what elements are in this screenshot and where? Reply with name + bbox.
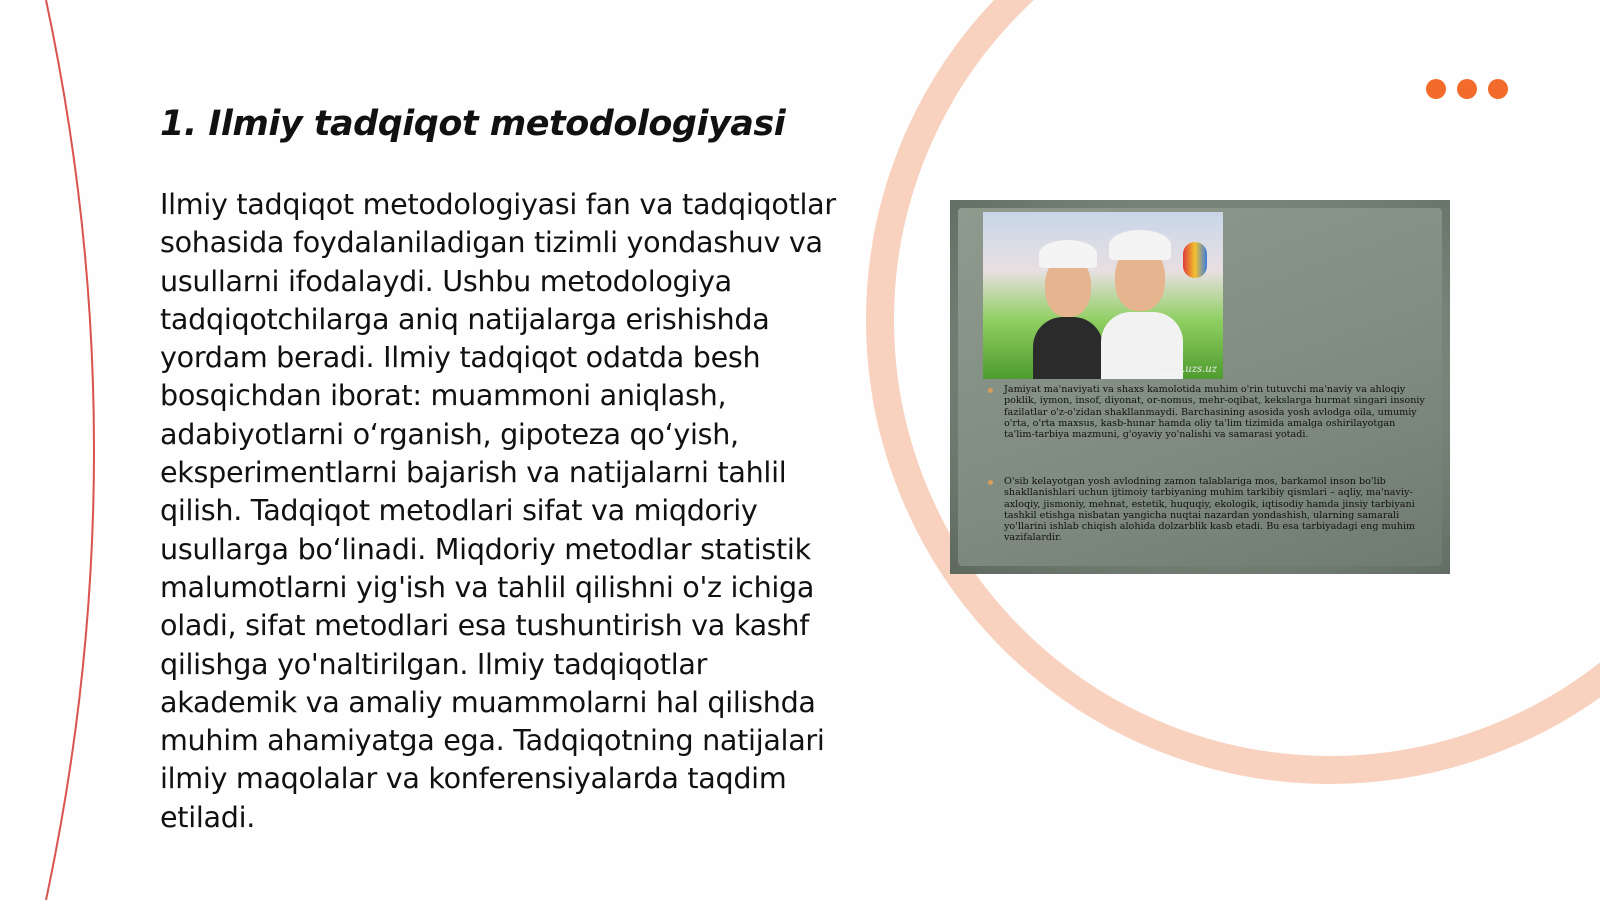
accent-dot xyxy=(1457,79,1477,99)
bullet-icon xyxy=(988,388,993,393)
dots-menu xyxy=(1426,79,1508,99)
slide-title: 1. Ilmiy tadqiqot metodologiyasi xyxy=(160,104,786,144)
embedded-paragraph-1: Jamiyat ma'naviyati va shaxs kamolotida muhim o'rin tutuvchi ma'naviy va ahloqiy poklik, iymon, insof, diyonat, or-nomus, mehr-oqibat, kekslarga hurmat singari insoniy fazilatlar o'z-o'zidan shakllanmaydi. Barchasining asosida yosh avlodga oila, umumiy o'rta, o'rta maxsus, kasb-hunar hamda oliy ta'lim tizimida amalga oshirilayotgan ta'lim-tarbiya mazmuni, g'oyaviy yo'nalishi va samarasi yotadi. xyxy=(1004,384,1425,441)
bullet-icon xyxy=(988,480,993,485)
embedded-slide-frame xyxy=(958,208,1442,566)
embedded-paragraph-2: O'sib kelayotgan yosh avlodning zamon talablariga mos, barkamol inson bo'lib shakllanishlari uchun ijtimoiy tarbiyaning muhim tarkibiy qismlari – aqliy, ma'naviy-axloqiy, jismoniy, mehnat, estetik, huquqiy, ekologik, iqtisodiy hamda jinsiy tarbiyani tashkil etishga nisbatan yangicha nuqtai nazardan yondashish, ularning samarali yo'llarini ishlab chiqish alohida dolzarblik kasb etadi. Bu esa tarbiyadagi eng muhim vazifalardir. xyxy=(1004,476,1416,544)
students-photo xyxy=(983,212,1223,379)
slide-body-text: Ilmiy tadqiqot metodologiyasi fan va tadqiqotlar sohasida foydalaniladigan tizimli yondashuv va usullarni ifodalaydi. Ushbu metodologiya tadqiqotchilarga aniq natijalarga erishishda yordam beradi. Ilmiy tadqiqot odatda besh bosqichdan iborat: muammoni aniqlash, adabiyotlarni o‘rganish, gipoteza qo‘yish, eksperimentlarni bajarish va natijalarni tahlil qilish. Tadqiqot metodlari sifat va miqdoriy usullarga bo‘linadi. Miqdoriy metodlar statistik malumotlarni yig'ish va tahlil qilishni o'z ichiga oladi, sifat metodlari esa tushuntirish va kashf qilishga yo'naltirilgan. Ilmiy tadqiqotlar akademik va amaliy muammolarni hal qilishda muhim ahamiyatga ega. Tadqiqotning natijalari ilmiy maqolalar va konferensiyalarda taqdim etiladi. xyxy=(160,187,836,834)
left-curve-line xyxy=(46,0,94,900)
embedded-slide-image xyxy=(950,200,1450,574)
accent-dot xyxy=(1426,79,1446,99)
accent-dot xyxy=(1488,79,1508,99)
photo-watermark: www.uzs.uz xyxy=(1157,364,1217,375)
